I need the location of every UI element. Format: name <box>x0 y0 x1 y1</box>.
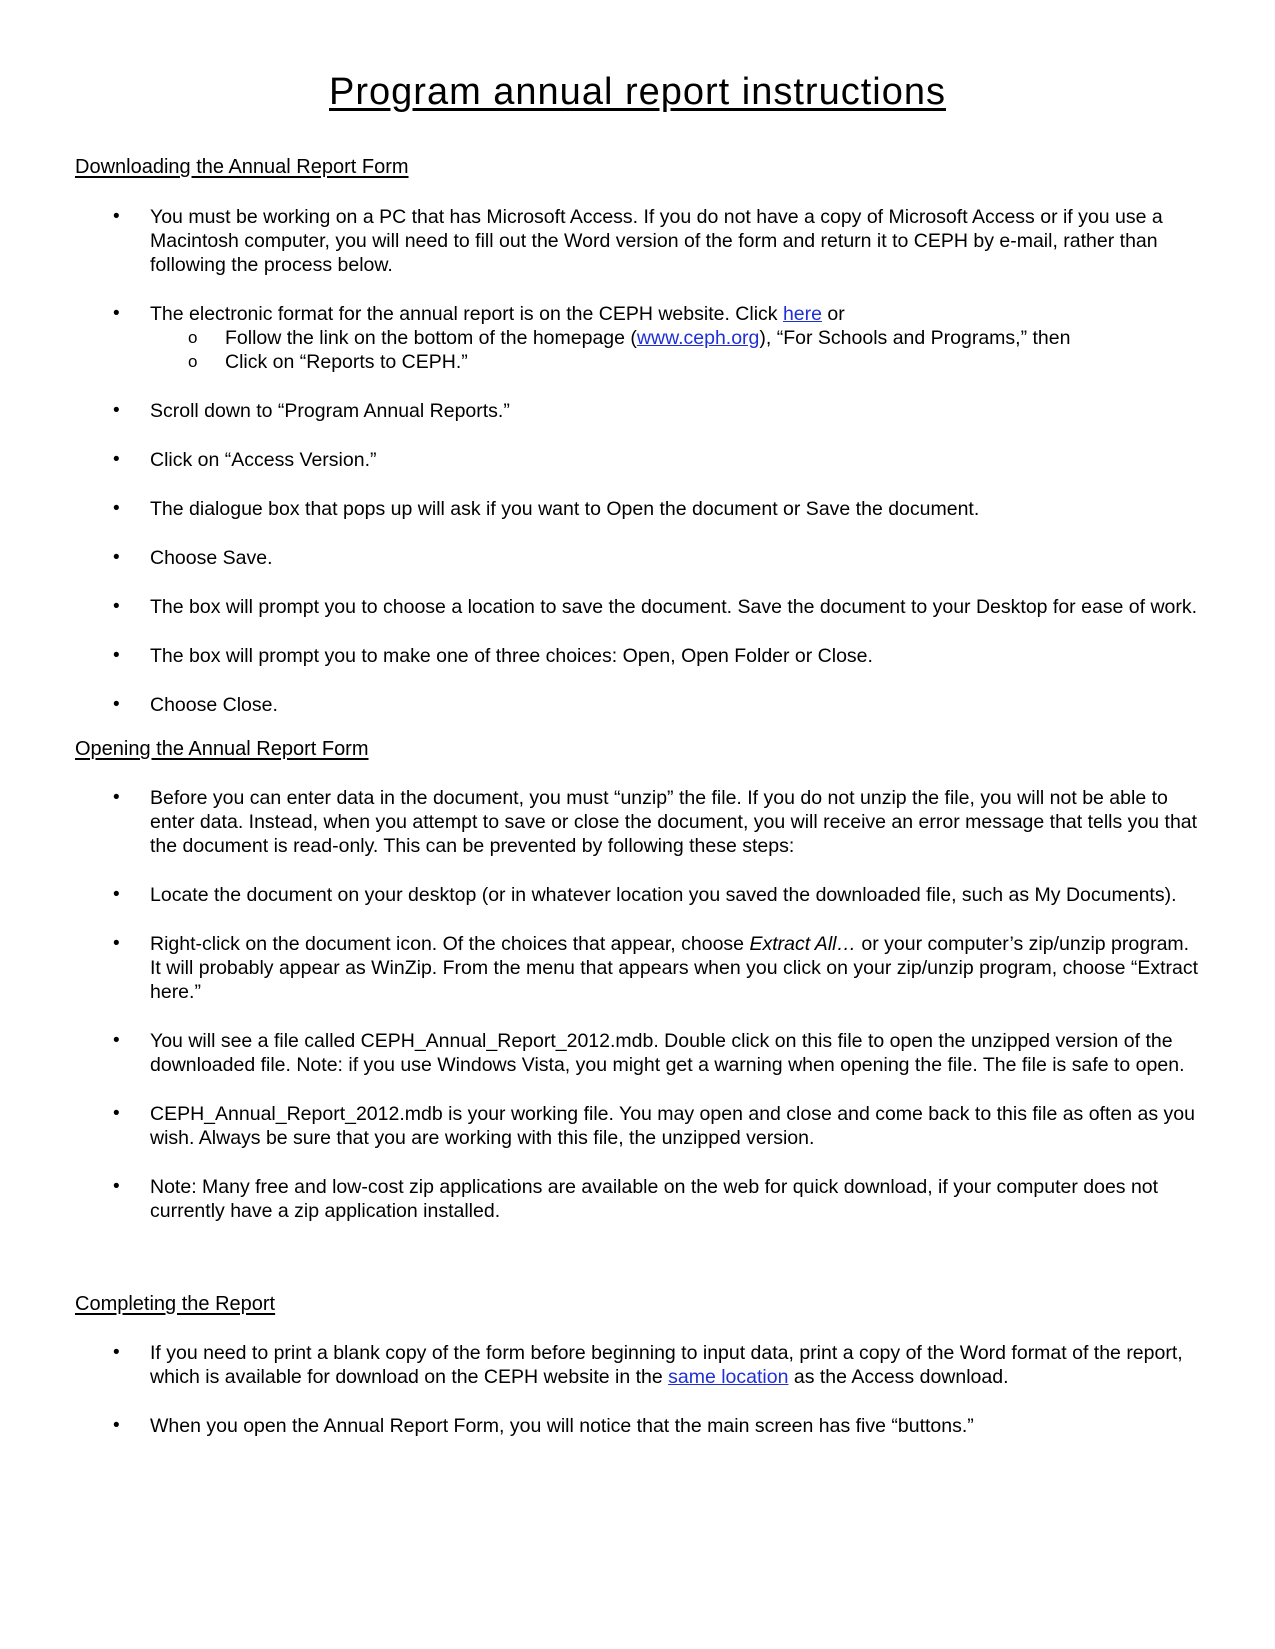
list-item: • If you need to print a blank copy of the form before beginning to input data, print a copy of the Word format of the report, which is available for download on the CEPH website in the same location as the Access download. <box>113 1342 1183 1388</box>
bullet-icon: • <box>113 933 120 954</box>
bullet-icon: • <box>113 1103 120 1124</box>
bullet-icon: • <box>113 206 120 227</box>
here-link[interactable]: here <box>782 303 822 325</box>
list-item: • You will see a file called CEPH_Annual_Report_2012.mdb. Double click on this file to open the unzipped version of the downloaded file. Note: if you use Windows Vista, you might get a warning when opening the file. The file is safe to open. <box>113 1030 1185 1076</box>
list-item: • Before you can enter data in the document, you must “unzip” the file. If you do not unzip the file, you will not be able to enter data. Instead, when you attempt to save or close the document, you will receive an error message that tells you that the document is read-only. This can be prevented by following these steps: <box>113 787 1198 857</box>
bullet-icon: • <box>113 1342 120 1363</box>
section-heading-downloading: Downloading the Annual Report Form <box>75 156 409 178</box>
list-item: • The box will prompt you to choose a location to save the document. Save the document to your Desktop for ease of work. <box>113 596 1198 618</box>
list-item: • You must be working on a PC that has Microsoft Access. If you do not have a copy of Microsoft Access or if you use a Macintosh computer, you will need to fill out the Word version of the form and return it to CEPH by e-mail, rather than following the process below. <box>113 206 1163 276</box>
list-item: • Locate the document on your desktop (or in whatever location you saved the downloaded file, such as My Documents). <box>113 884 1177 906</box>
list-item: • The dialogue box that pops up will ask if you want to Open the document or Save the document. <box>113 498 980 520</box>
list-item: • Right-click on the document icon. Of the choices that appear, choose Extract All… or your computer’s zip/unzip program. It will probably appear as WinZip. From the menu that appears when you click on your zip/unzip program, choose “Extract here.” <box>113 933 1199 1003</box>
bullet-icon: • <box>113 596 120 617</box>
bullet-icon: • <box>113 694 120 715</box>
list-item: • When you open the Annual Report Form, you will notice that the main screen has five “buttons.” <box>113 1415 974 1437</box>
list-item: • Choose Close. <box>113 694 278 716</box>
bullet-icon: • <box>113 303 120 324</box>
sub-list-item: o Follow the link on the bottom of the homepage (www.ceph.org), “For Schools and Programs,” then <box>188 327 1071 349</box>
sub-bullet-icon: o <box>188 352 198 371</box>
bullet-icon: • <box>113 1176 120 1197</box>
completing-list <box>0 1341 1275 1463</box>
list-item: • Scroll down to “Program Annual Reports.” <box>113 400 510 422</box>
bullet-icon: • <box>113 1030 120 1051</box>
bullet-icon: • <box>113 884 120 905</box>
list-item: • Click on “Access Version.” <box>113 449 377 471</box>
bullet-icon: • <box>113 449 120 470</box>
bullet-icon: • <box>113 400 120 421</box>
sub-bullet-icon: o <box>188 328 198 347</box>
list-item: • The box will prompt you to make one of three choices: Open, Open Folder or Close. <box>113 645 873 667</box>
same-location-link[interactable]: same location <box>668 1366 789 1388</box>
page-title: Program annual report instructions <box>329 71 946 113</box>
bullet-icon: • <box>113 498 120 519</box>
list-item: • CEPH_Annual_Report_2012.mdb is your working file. You may open and close and come back to this file as often as you wish. Always be sure that you are working with this file, the unzipped version. <box>113 1103 1195 1149</box>
section-heading-completing: Completing the Report <box>75 1293 276 1315</box>
bullet-icon: • <box>113 547 120 568</box>
list-item: • Note: Many free and low-cost zip applications are available on the web for quick download, if your computer does not currently have a zip application installed. <box>113 1176 1159 1222</box>
ceph-homepage-link[interactable]: www.ceph.org <box>636 327 760 349</box>
section-heading-opening: Opening the Annual Report Form <box>75 738 369 760</box>
sub-list <box>150 326 1200 374</box>
sub-list-item: o Click on “Reports to CEPH.” <box>188 351 468 373</box>
bullet-icon: • <box>113 645 120 666</box>
downloading-list <box>0 205 1275 742</box>
list-item: • Choose Save. <box>113 547 273 569</box>
opening-list <box>0 786 1275 1248</box>
list-item: • The electronic format for the annual report is on the CEPH website. Click here or o Follow the link on the bottom of the homepage (www.ceph.org), “For Schools and Programs,” then o Click on “Reports to CEPH.” <box>0 302 1275 374</box>
bullet-icon: • <box>113 1415 120 1436</box>
bullet-icon: • <box>113 787 120 808</box>
